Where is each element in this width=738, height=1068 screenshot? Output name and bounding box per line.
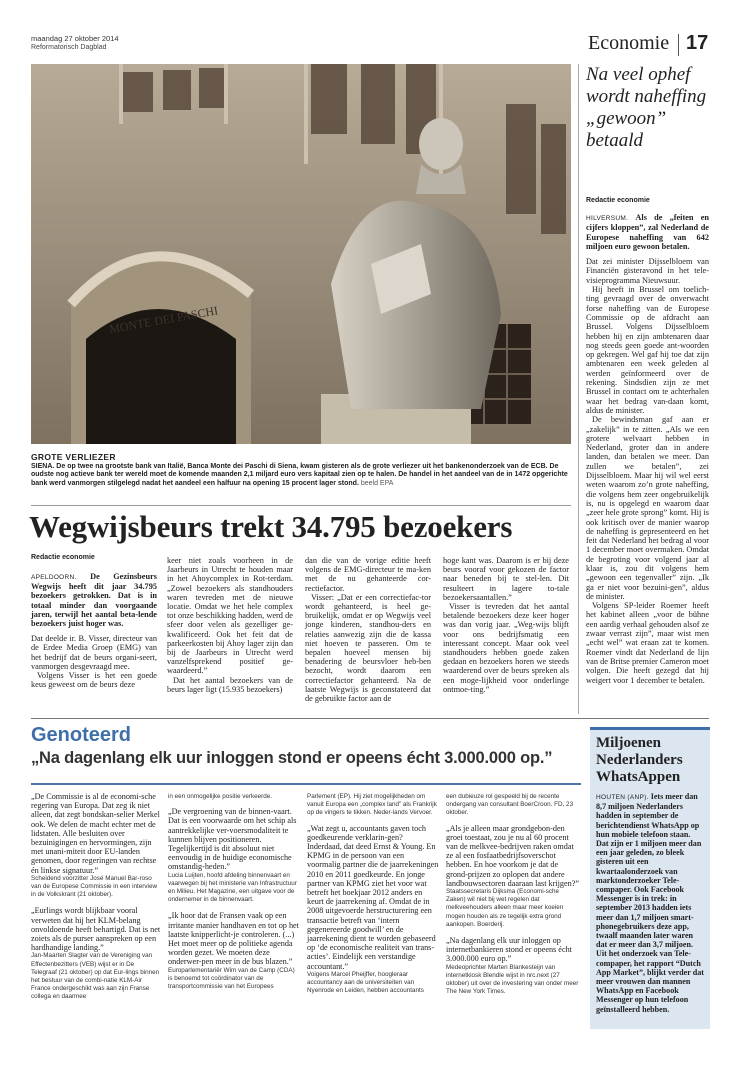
genoteerd-divider xyxy=(31,783,581,785)
quote-source: Staatssecretaris Dijksma (Economi-sche Zaken) wil niet bij wet regelen dat melkveehouders alleen maar meer koeien mogen houden als ze tegelijk extra grond aankopen. Boerderij. xyxy=(446,888,564,928)
main-paragraph: keer niet zoals voorheen in de Jaarbeurs in Utrecht te houden maar in het Ahoycomplex in Rot-terdam. „Zowel bezoekers als standhouders waren tevreden met de nieuwe locatie. Omdat we het hele complex tot onze beschikking hadden, werd de sfeer door velen als gezelliger ge-kwalificeerd. Ook het feit dat de parkeerkosten bij Ahoy lager zijn dan bij de Jaarbeurs in Utrecht werd vanzelfsprekend positief ge-waardeerd.” xyxy=(167,556,293,676)
genoteerd-top-rule xyxy=(31,718,709,719)
photo-caption xyxy=(31,463,571,488)
quote-source: Jan-Maarten Slagter van de Vereniging van Effectenbezitters (VEB) wijst er in De Telegraaf (21 oktober) op dat Eur-lings binnen het bestuur van de combi-natie KLM-Air France ondergeschikt was aan zijn Franse collega en daarmee xyxy=(31,952,160,1001)
genoteerd-column-3 xyxy=(307,793,439,1002)
photo-credit: beeld EPA xyxy=(360,479,394,487)
main-byline: Redactie economie xyxy=(31,554,95,561)
side-byline: Redactie economie xyxy=(586,197,650,204)
main-article-column-2 xyxy=(167,556,293,694)
whatsapp-body xyxy=(596,792,705,1014)
main-paragraph: Visser: „Dat er een correctiefac-tor wordt gehanteerd, is heel ge-bruikelijk, omdat er op Wegwijs veel jonge kinderen, standhou-ders en relaties aanwezig zijn die de kassa niet hoeven te passeren. Om te bepalen hoeveel mensen bij benadering de beursvloer heb-ben bezocht, wordt daarom een correctiefactor gehanteerd. Na de laatste Wegwijs is geconstateerd dat de gebruikte factor aan de xyxy=(305,592,431,704)
caption-label: GROTE VERLIEZER xyxy=(31,452,116,462)
quote-text: „De vergroening van de binnen-vaart. Dat is een voorwaarde om het schip als aantrekkelijke ver-voersmodaliteit te kunnen blijven positioneren. Tegelijkertijd is dit absoluut niet eenvoudig in de huidige economische omstandig-heden.” xyxy=(168,807,297,872)
genoteerd-column-4 xyxy=(446,793,580,1003)
caption-text: De op twee na grootste bank van Italië, Banca Monte dei Paschi di Siena, kwam gisteren als de grote verliezer uit het bankenonderzoek van de ECB. De oudste nog actieve bank ter wereld moet de komende maanden 2,1 miljard euro vers kapitaal zien op te halen. De handel in het aandeel van de in 1472 opgerichte bank werd vanmorgen stilgelegd nadat het aandeel een halfuur na opening 15 procent lager stond. xyxy=(31,463,568,487)
main-paragraph: hoge kant was. Daarom is er bij deze beurs vooraf voor gekozen de factor naar beneden bij te stel-len. Dit resulteert in lagere to-tale bezoekersaantallen.” xyxy=(443,556,569,602)
genoteerd-column-1 xyxy=(31,792,161,1009)
main-article-column-4 xyxy=(443,556,569,694)
main-paragraph: Visser is tevreden dat het aantal betalende bezoekers deze keer hoger was dan vorig jaar. „Weg-wijs blijft voor ons bedrijfsmatig een interessant concept. Maar ook veel standhouders hebben goede zaken gedaan en bezoekers horen we steeds waarderend over de beurs spreken als een moge-lijkheid voor onderlinge ontmoe-ting.” xyxy=(443,602,569,694)
side-paragraph: De bewindsman gaf aan er „zakelijk” in te zitten. „Als we een grotere welvaart hebben in Nederland, groter dan in andere landen, dan betalen we meer. Dan zullen we betalen”, zei Dijsselbloem. Maar hij wil wel eerst weten waarom zo’n grote naheffing, die volgens hem zeer ongebruikelijk is, nu is opgelegd en waarom daar „zeer hele grote sprong” komt. Hij is ook kritisch over de manier waarop de naheffing is gepresenteerd en het feit dat Nederland het bedrag al voor 1 december moet overmaken. Omdat de begroting voor volgend jaar al klaar is, zou dit volgens hem „gewoon een tegenvaller” zijn. „Ik ga er niet voor bezuini-gen”, aldus de minister. xyxy=(586,415,709,601)
side-paragraph: Volgens SP-leider Roemer heeft het kabinet alleen „voor de bühne een aardig verhaal gehouden alsof ze zwaar verrast zijn”, maar wist men „echt wel” wat eraan zat te komen. Roemer vindt dat Nederland de lijn van de Britse premier Cameron moet volgen. Die heeft gezegd dat hij weigert voor 1 december te betalen. xyxy=(586,601,709,685)
quote-text: „De Commissie is al de economi-sche regering van Europa. Dat zeg ik niet alleen, dat zegt bondskan-selier Merkel ook. We delen de macht echter met de lidstaten. Alle besluiten over bezuinigingen en hervormingen, zijn met unani-miteit door EU-landen genomen, door regeringen van rechtse én linkse signatuur.” xyxy=(31,792,160,875)
main-paragraph: Dat deelde ir. B. Visser, directeur van de Erdee Media Groep (EMG) van het bedrijf dat de beurs organi-seert, vanmorgen desgevraagd mee. xyxy=(31,634,157,671)
quote-source: in een onmogelijke positie verkeerde. xyxy=(168,793,272,800)
photo-inscription: MONTE DEI PASCHI xyxy=(108,303,220,337)
quote-source: Parlement (EP). Hij ziet mogelijkheden om vanuit Europa een „complex land” als Frankrijk op de vingers te tikken. Neder-lands Vervoer. xyxy=(307,793,437,817)
main-paragraph: dan die van de vorige editie heeft volgens de EMG-directeur te ma-ken met de nu gehanteerde cor-rectiefactor. xyxy=(305,556,431,593)
palazzo-illustration xyxy=(31,64,571,444)
page-number: 17 xyxy=(686,32,709,54)
main-headline: Wegwijsbeurs trekt 34.795 bezoekers xyxy=(29,509,513,544)
quote-text: „Eurlings wordt blijkbaar vooral verweten dat hij het KLM-belang onvoldoende heeft behartigd. Dat is net zoiets als de purser aanspreken op een hardhandige landing.” xyxy=(31,906,161,953)
whatsapp-box xyxy=(590,727,710,1029)
section-title: Economie xyxy=(588,32,670,54)
side-column-divider xyxy=(578,64,579,714)
side-article-body xyxy=(586,213,709,685)
main-article-column-3 xyxy=(305,556,431,703)
genoteerd-quote: „Na dagenlang elk uur inloggen stond er opeens écht 3.000.000 op.” xyxy=(31,749,553,767)
bank-photo xyxy=(31,64,571,444)
whatsapp-headline: Miljoenen Nederlanders WhatsAppen xyxy=(596,735,683,785)
header-paper-name: Reformatorisch Dagblad xyxy=(31,44,107,51)
quote-source: Voigens Marcel Pheijffer, hoogleraar accountancy aan de universiteiten van Nyenrode en Leiden, hebben accountants xyxy=(307,970,424,995)
header-divider xyxy=(678,34,679,56)
side-lead: Als de „feiten en cijfers kloppen”, zal Nederland de Europese naheffing van 642 miljoen euro gewoon betalen. xyxy=(586,213,709,251)
quote-source: Lucia Luijten, hoofd afdeling binnenvaart en vaarwegen bij het ministerie van Infrastructuur en Milieu. Het Magazine, een uitgave voor de ondernemer in de binnenvaart. xyxy=(168,871,297,904)
quote-text: „Wat zegt u, accountants gaven toch goedkeurende verklarin-gen? Inderdaad, dat deed Ernst & Young. En KPMG in de persoon van een voormalig partner die de jaarrekeningen 2010 en 2011 goedkeurde. En jonge partner van KPMG ziet het voor wat betreft het boekjaar 2012 anders en keurt de jaarrekening af. Omdat de in 2008 uitgevoerde herstructurering een transactie betreft van ‘intern gegenereerde goodwill’ en de jaarrekening dient te worden gebaseerd op ‘de economische realiteit van trans-acties’. Eindelijk een verstandige accountant.” xyxy=(307,823,439,971)
main-dateline: APELDOORN. xyxy=(31,574,77,581)
caption-place: SIENA. xyxy=(31,463,55,470)
whatsapp-dateline: HOUTEN (ANP). xyxy=(596,794,649,801)
header-date: maandag 27 oktober 2014 xyxy=(31,34,119,43)
quote-source: Medeoprichter Marten Blankesteijn van internetkiosk Blendle wijst in nrc.next (27 oktober) uit over de investering van onder meer The New York Times. xyxy=(446,963,579,996)
genoteerd-column-2 xyxy=(168,793,300,998)
genoteerd-label: Genoteerd xyxy=(31,724,132,746)
caption-divider xyxy=(31,505,571,506)
main-paragraph: Dat het aantal bezoekers van de beurs lager ligt (15.935 bezoekers) xyxy=(167,675,293,694)
quote-text: „Na dagenlang elk uur inloggen op internetbankieren stond er opeens écht 3.000.000 euro op.” xyxy=(446,936,572,964)
side-paragraph: Hij heeft in Brussel om toelich-ting gevraagd over de onverwacht forse naheffing van de Europese Commissie op de afdracht aan Brussel. Volgens Dijsselbloem hebben hij en zijn ambtenaren daar nog steeds geen goede ant-woorden op gekregen. Wel gaf hij toe dat zijn ambtenaren een week geleden al werden geïnformeerd over de rekening. Sindsdien zijn ze met Brussel in contact om te achterhalen waar het bedrag van-daan komt, aldus de minister. xyxy=(586,285,709,415)
whatsapp-text: Iets meer dan 8,7 miljoen Nederlanders hadden in september de berichtendienst WhatsApp op hun mobiele telefoon staan. Dat zijn er 1 miljoen meer dan een jaar geleden, zo bleek gisteren uit een kwartaalonderzoek van marktonderzoeker Tele-compaper. Ook Facebook Messenger is in trek: in september 2013 hadden iets meer dan 1,7 miljoen smart-phonegebruikers deze app, twaalf maanden later waren dat er meer dan 3,7 miljoen. Uit het onderzoek van Tele-compaper, het rapport “Dutch App Market”, blijkt verder dat meer vrouwen dan mannen WhatsApp en Facebook Messenger op hun telefoon geïnstalleerd hebben. xyxy=(596,792,704,1014)
quote-source: Europarlementariër Wim van de Camp (CDA) is benoemd tot coördinator van de transportcommissie van het Europees xyxy=(168,966,295,991)
side-dateline: HILVERSUM. xyxy=(586,215,629,222)
main-lead: De Gezinsbeurs Wegwijs heeft dit jaar 34.795 bezoekers getrokken. Dat is in totaal minder dan voorgaande jaren, terwijl het aantal beta-lende bezoekers juist hoger was. xyxy=(31,572,157,629)
quote-source: een dubieuze rol gespeeld bij de recente ondergang van consultant BoerCroon. FD, 23 oktober. xyxy=(446,793,574,817)
quote-text: „Ik hoor dat de Fransen vaak op een irritante manier handhaven en tot op het laatste knipperlicht-je controleren. (...) Het moet meer op de politieke agenda worden gezet. We moeten deze onderwer-pen meer in de bus blazen.” xyxy=(168,911,299,967)
main-paragraph: Volgens Visser is het een goede keus geweest om de beurs deze xyxy=(31,671,157,690)
quote-text: „Als je alleen maar grondgebon-den groei toestaat, zou je nu al 60 procent van de melkvee-bedrijven raken omdat ze al een fosfaatbedrijfsoverschot hebben. En hoe voorkom je dat de grond-prijzen zo oplopen dat andere landbouwsectoren daaraan last krijgen?” xyxy=(446,823,579,888)
side-headline: Na veel ophef wordt naheffing „gewoon” betaald xyxy=(586,64,707,151)
main-article-column-1 xyxy=(31,572,157,689)
side-paragraph: Dat zei minister Dijsselbloem van Financiën gisteravond in het tele-visieprogramma Nieuwsuur. xyxy=(586,257,709,285)
quote-source: Scheidend voorzitter José Manuel Bar-roso van de Europese Commissie in een interview in de Volkskrant (21 oktober). xyxy=(31,874,157,899)
